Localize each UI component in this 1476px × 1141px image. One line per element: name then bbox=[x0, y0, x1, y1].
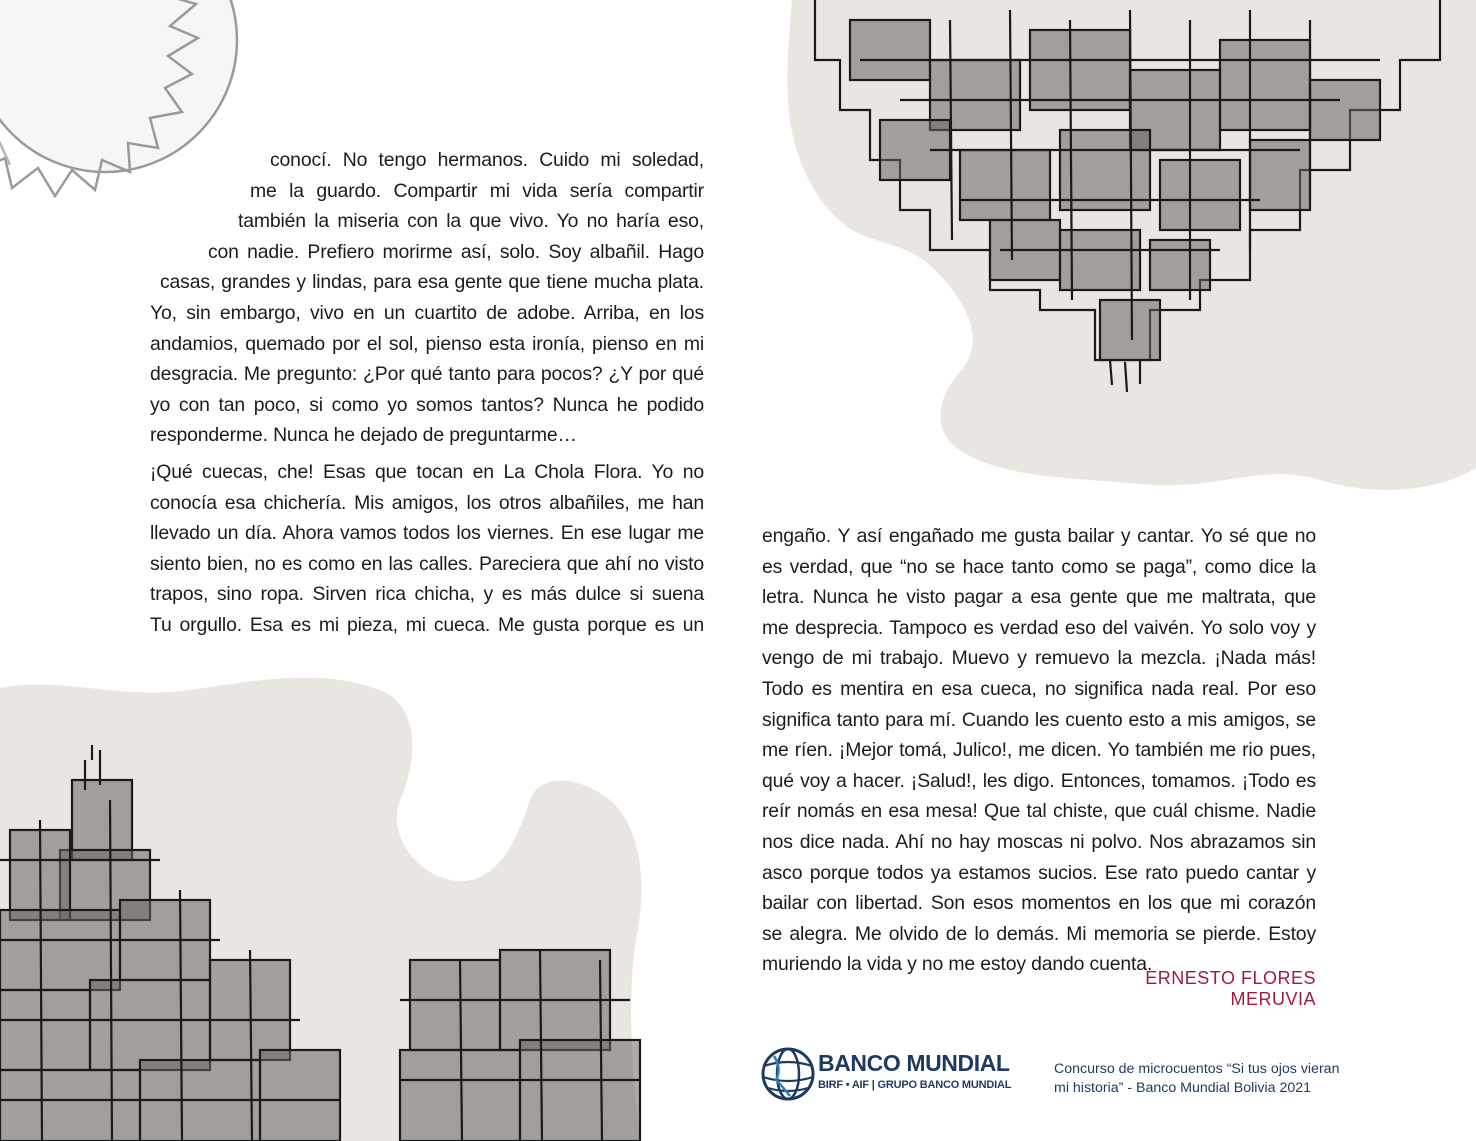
text-line: qué voy a hacer. ¡Salud!, les digo. Entonces, tomamos. ¡Todo es bbox=[762, 769, 1316, 792]
text-line: nos dice nada. Ahí no hay moscas ni polvo. Nos abrazamos sin bbox=[762, 830, 1316, 853]
text-line: con nadie. Prefiero morirme así, solo. Soy albañil. Hago bbox=[208, 240, 704, 263]
text-line: es verdad, que “no se hace tanto como se paga”, como dice la bbox=[762, 555, 1316, 578]
text-line: Tu orgullo. Esa es mi pieza, mi cueca. Me gusta porque es un bbox=[150, 613, 704, 636]
text-line: también la miseria con la que vivo. Yo no haría eso, bbox=[238, 210, 704, 233]
credit-line: Concurso de microcuentos “Si tus ojos vieran bbox=[1054, 1061, 1340, 1077]
text-line: conocí. No tengo hermanos. Cuido mi soledad, bbox=[270, 149, 704, 171]
text-line: llevado un día. Ahora vamos todos los viernes. En ese lugar me bbox=[150, 522, 704, 545]
text-line: engaño. Y así engañado me gusta bailar y cantar. Yo sé que no bbox=[762, 525, 1316, 547]
author-name: ERNESTO FLORES MERUVIA bbox=[1145, 968, 1316, 1009]
text-line: me ríen. ¡Mejor tomá, Julico!, me dicen. Yo también me rio pues, bbox=[762, 739, 1316, 762]
world-bank-logo bbox=[760, 1046, 1022, 1106]
story-column-right bbox=[762, 521, 1316, 980]
text-line: bailar con libertad. Son esos momentos en los que mi corazón bbox=[762, 892, 1316, 915]
text-line: significa tanto para mí. Cuando les cuento esto a mis amigos, se bbox=[762, 708, 1316, 731]
text-line: me desprecia. Tampoco es verdad eso del vaivén. Yo solo voy y bbox=[762, 616, 1316, 639]
text-line: se alegra. Me olvido de lo demás. Mi memoria se pierde. Estoy bbox=[762, 922, 1316, 945]
text-line: conocía esa chichería. Mis amigos, los otros albañiles, me han bbox=[150, 491, 704, 514]
contest-credit bbox=[1054, 1060, 1344, 1098]
text-line: Yo, sin embargo, vivo en un cuartito de adobe. Arriba, en los bbox=[150, 301, 704, 324]
text-line: vengo de mi trabajo. Muevo y remuevo la mezcla. ¡Nada más! bbox=[762, 647, 1316, 670]
globe-icon bbox=[760, 1046, 816, 1102]
text-line: desgracia. Me pregunto: ¿Por qué tanto para pocos? ¿Y por qué bbox=[150, 363, 704, 386]
text-line: yo con tan poco, si como yo somos tantos? Nunca he podido bbox=[150, 393, 704, 416]
text-line: ¡Qué cuecas, che! Esas que tocan en La Chola Flora. Yo no bbox=[150, 460, 704, 483]
text-line: me la guardo. Compartir mi vida sería compartir bbox=[250, 179, 704, 202]
text-line: casas, grandes y lindas, para esa gente que tiene mucha plata. bbox=[160, 271, 704, 294]
text-line: trapos, sino ropa. Sirven rica chicha, y es más dulce si suena bbox=[150, 583, 704, 606]
story-column-left bbox=[150, 145, 704, 641]
text-line: reír nomás en esa mesa! Que tal chiste, que cuál chisme. Nadie bbox=[762, 800, 1316, 823]
text-line: responderme. Nunca he dejado de preguntarme… bbox=[150, 424, 577, 447]
text-line: andamios, quemado por el sol, pienso esta ironía, pienso en mi bbox=[150, 332, 704, 355]
text-line: asco porque todos ya estamos sucios. Ese rato puedo cantar y bbox=[762, 861, 1316, 884]
credit-line: mi historia” - Banco Mundial Bolivia 2021 bbox=[1054, 1080, 1312, 1096]
text-line: siento bien, no es como en las calles. Pareciera que ahí no visto bbox=[150, 552, 704, 575]
text-line: muriendo la vida y no me estoy dando cuenta. bbox=[762, 953, 1153, 976]
logo-subtitle: BIRF • AIF | GRUPO BANCO MUNDIAL bbox=[818, 1079, 1012, 1091]
text-line: letra. Nunca he visto pagar a esa gente que me maltrata, que bbox=[762, 586, 1316, 609]
logo-name: BANCO MUNDIAL bbox=[818, 1050, 1010, 1076]
text-line: Todo es mentira en esa cueca, no significa nada real. Por eso bbox=[762, 677, 1316, 700]
